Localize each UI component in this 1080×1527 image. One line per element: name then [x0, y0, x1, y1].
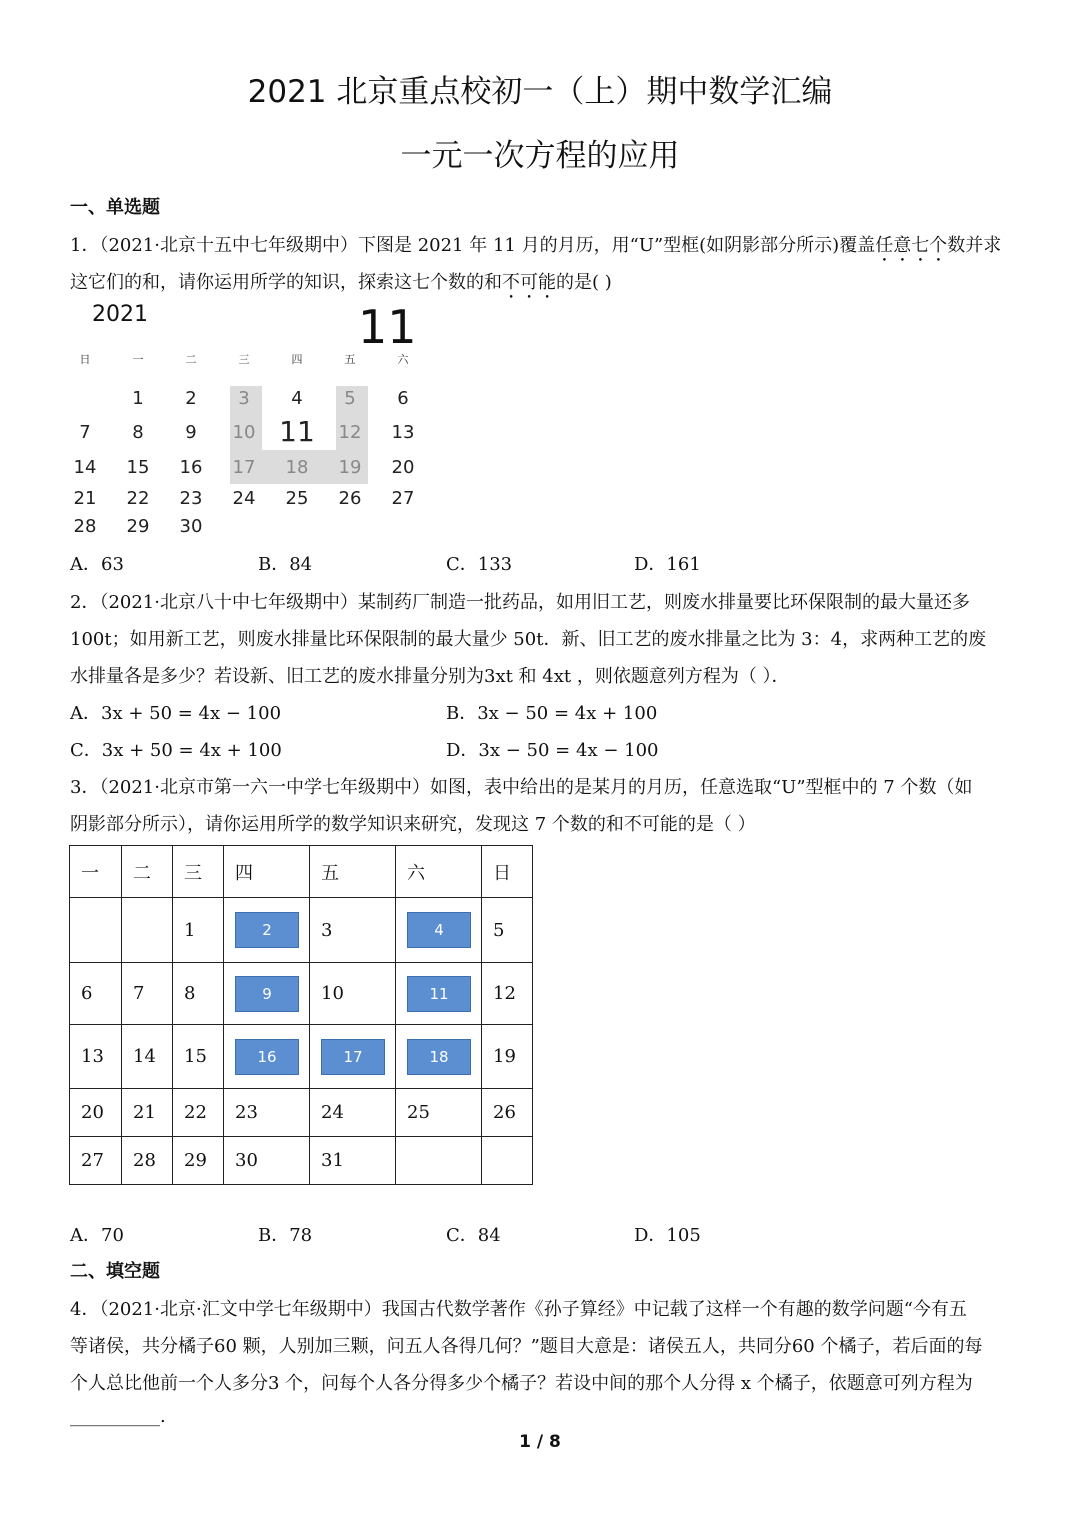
table-cell: 5: [482, 898, 533, 963]
table-cell: 3: [310, 898, 396, 963]
calendar-day: 8: [132, 422, 144, 443]
weekday-header: 六: [397, 353, 409, 366]
q3-option-d: D．105: [634, 1225, 701, 1246]
page-title: 2021 北京重点校初一（上）期中数学汇编: [247, 74, 833, 110]
month-calendar-table: [69, 845, 533, 1185]
calendar-day: 28: [73, 516, 97, 537]
calendar-day: 7: [79, 422, 91, 443]
q1-emphasis-b: 不可能: [502, 272, 556, 293]
calendar-day: 14: [73, 457, 97, 478]
question-4-line-2: 等诸侯，共分橘子60 颗，人别加三颗，问五人各得几何？”题目大意是：诸侯五人，共同分60 个橘子，若后面的每: [70, 1336, 983, 1357]
q3-option-b: B．78: [258, 1225, 313, 1246]
q3-option-c: C．84: [446, 1225, 501, 1246]
weekday-header: 五: [344, 353, 356, 366]
q1-text-c: 数并求: [947, 235, 1002, 256]
highlighted-day: 18: [407, 1039, 471, 1075]
highlighted-day: 17: [321, 1039, 385, 1075]
calendar-day: 29: [126, 516, 150, 537]
section-heading-fill-in: 二、填空题: [70, 1261, 160, 1282]
table-cell: 1: [173, 898, 224, 963]
table-header-cell: 三: [173, 846, 224, 898]
calendar-day: 21: [73, 488, 97, 509]
page-subtitle: 一元一次方程的应用: [400, 138, 680, 174]
q1-option-d: D．161: [634, 554, 701, 575]
calendar-day: 24: [232, 488, 256, 509]
q2-option-c: C．3x + 50 = 4x + 100: [70, 740, 282, 761]
calendar-day: 18: [285, 457, 309, 478]
q3-option-a: A．70: [70, 1225, 124, 1246]
calendar-day: 1: [132, 388, 144, 409]
calendar-day: 22: [126, 488, 150, 509]
highlighted-day: 9: [235, 976, 299, 1012]
weekday-header: 三: [238, 353, 250, 366]
calendar-day: 30: [179, 516, 203, 537]
calendar-day: 13: [391, 422, 415, 443]
question-4-answer-blank[interactable]: __________.: [70, 1406, 166, 1427]
table-cell: 28: [122, 1137, 173, 1185]
calendar-day: 10: [232, 422, 256, 443]
calendar-day: 6: [397, 388, 409, 409]
q2-option-d: D．3x − 50 = 4x − 100: [446, 740, 659, 761]
question-4-line-3: 个人总比他前一个人多分3 个，问每个人各分得多少个橘子？若设中间的那个人分得 x 个橘子，依题意可列方程为: [70, 1373, 973, 1394]
table-cell: [224, 898, 310, 963]
question-2-line-3: 水排量各是多少？若设新、旧工艺的废水排量分别为3xt 和 4xt ，则依题意列方程为（ ）．: [70, 666, 790, 687]
calendar-day: 9: [185, 422, 197, 443]
table-cell: 23: [224, 1089, 310, 1137]
calendar-day: 3: [238, 388, 250, 409]
q1-option-c: C．133: [446, 554, 513, 575]
table-cell: [482, 1137, 533, 1185]
calendar-day: 4: [291, 388, 303, 409]
table-cell: 10: [310, 963, 396, 1025]
question-3-line-2: 阴影部分所示），请你运用所学的数学知识来研究，发现这 7 个数的和不可能的是（ ）: [70, 814, 756, 835]
question-3-line-1: 3．（2021·北京市第一六一中学七年级期中）如图，表中给出的是某月的月历，任意选取“U”型框中的 7 个数（如: [70, 777, 973, 798]
calendar-year: 2021: [92, 302, 148, 327]
q1-emphasis-a: 任意七个: [875, 235, 948, 256]
q1-option-a: A．63: [70, 554, 124, 575]
q1-option-b: B．84: [258, 554, 313, 575]
table-cell: 12: [482, 963, 533, 1025]
calendar-day: 15: [126, 457, 150, 478]
calendar-day: 2: [185, 388, 197, 409]
table-cell: 21: [122, 1089, 173, 1137]
table-cell: 24: [310, 1089, 396, 1137]
table-cell: 30: [224, 1137, 310, 1185]
table-cell: 7: [122, 963, 173, 1025]
calendar-month: 11: [358, 300, 417, 354]
table-cell: 13: [70, 1025, 122, 1089]
question-2-line-1: 2．（2021·北京八十中七年级期中）某制药厂制造一批药品，如用旧工艺，则废水排量要比环保限制的最大量还多: [70, 592, 970, 613]
calendar-day: 27: [391, 488, 415, 509]
q2-option-a: A．3x + 50 = 4x − 100: [70, 703, 282, 724]
table-cell: [396, 1025, 482, 1089]
table-cell: [224, 963, 310, 1025]
weekday-header: 一: [132, 353, 144, 366]
weekday-header: 二: [185, 353, 197, 366]
table-cell: [396, 963, 482, 1025]
question-1-line-1: [70, 231, 1001, 266]
table-cell: [224, 1025, 310, 1089]
table-cell: 14: [122, 1025, 173, 1089]
calendar-day: 12: [338, 422, 362, 443]
calendar-day: 17: [232, 457, 256, 478]
q2-option-b: B．3x − 50 = 4x + 100: [446, 703, 658, 724]
table-header-cell: 二: [122, 846, 173, 898]
table-cell: [310, 1025, 396, 1089]
calendar-day: 20: [391, 457, 415, 478]
section-heading-single-choice: 一、单选题: [70, 197, 160, 218]
calendar-day: 16: [179, 457, 203, 478]
table-cell: 6: [70, 963, 122, 1025]
table-cell: 20: [70, 1089, 122, 1137]
q1-text-d: 这它们的和，请你运用所学的知识，探索这七个数的和: [70, 272, 502, 293]
table-cell: [70, 898, 122, 963]
weekday-header: 四: [291, 353, 303, 366]
table-header-cell: 四: [224, 846, 310, 898]
highlighted-day: 11: [407, 976, 471, 1012]
table-cell: [396, 1137, 482, 1185]
calendar-day: 11: [279, 415, 315, 448]
question-4-line-1: 4．（2021·北京·汇文中学七年级期中）我国古代数学著作《孙子算经》中记载了这样一个有趣的数学问题“今有五: [70, 1299, 967, 1320]
calendar-day: 26: [338, 488, 362, 509]
table-cell: 19: [482, 1025, 533, 1089]
table-cell: [396, 898, 482, 963]
q1-text-e: 的是( ): [556, 272, 612, 293]
table-cell: [122, 898, 173, 963]
q1-text-a: 1．（2021·北京十五中七年级期中）下图是 2021 年 11 月的月历，用“U”型框(如阴影部分所示)覆盖: [70, 235, 876, 256]
table-header-cell: 五: [310, 846, 396, 898]
highlighted-day: 4: [407, 912, 471, 948]
table-header-cell: 六: [396, 846, 482, 898]
highlighted-day: 2: [235, 912, 299, 948]
table-header-cell: 一: [70, 846, 122, 898]
weekday-header: 日: [79, 353, 91, 366]
table-cell: 26: [482, 1089, 533, 1137]
highlighted-day: 16: [235, 1039, 299, 1075]
calendar-day: 25: [285, 488, 309, 509]
table-cell: 31: [310, 1137, 396, 1185]
table-cell: 27: [70, 1137, 122, 1185]
calendar-day: 23: [179, 488, 203, 509]
table-cell: 29: [173, 1137, 224, 1185]
page-number: 1 / 8: [519, 1432, 561, 1452]
table-cell: 8: [173, 963, 224, 1025]
table-cell: 22: [173, 1089, 224, 1137]
table-header-cell: 日: [482, 846, 533, 898]
november-calendar-image: [70, 298, 430, 548]
calendar-day: 19: [338, 457, 362, 478]
question-2-line-2: 100t；如用新工艺，则废水排量比环保限制的最大量少 50t．新、旧工艺的废水排量之比为 3：4，求两种工艺的废: [70, 629, 987, 650]
calendar-day: 5: [344, 388, 356, 409]
table-cell: 25: [396, 1089, 482, 1137]
table-cell: 15: [173, 1025, 224, 1089]
